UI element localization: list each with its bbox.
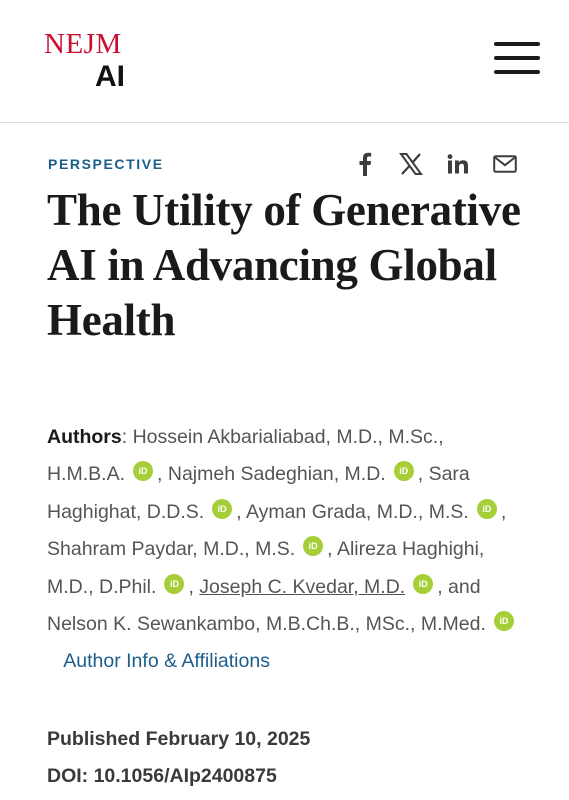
author-name: Sara Haghighat, D.D.S. bbox=[47, 463, 470, 523]
linkedin-icon[interactable] bbox=[446, 150, 470, 178]
author-name: Hossein Akbarialiabad, M.D., M.Sc., H.M.B.A. bbox=[47, 426, 444, 486]
article-type-label: PERSPECTIVE bbox=[48, 156, 164, 172]
author-name: Shahram Paydar, M.D., M.S. bbox=[47, 538, 296, 561]
orcid-icon[interactable]: iD bbox=[212, 499, 232, 519]
logo-wordmark: NEJM bbox=[44, 28, 122, 60]
published-date: Published February 10, 2025 bbox=[47, 728, 311, 750]
orcid-icon[interactable]: iD bbox=[477, 499, 497, 519]
nejm-ai-logo[interactable] bbox=[44, 27, 144, 97]
article-title: The Utility of Generative AI in Advancing Global Health bbox=[47, 185, 521, 345]
orcid-icon[interactable]: iD bbox=[133, 461, 153, 481]
author-info-link[interactable]: Author Info & Affiliations bbox=[63, 650, 270, 673]
author-link-kvedar[interactable]: Joseph C. Kvedar, M.D. bbox=[199, 575, 406, 598]
facebook-icon[interactable] bbox=[354, 150, 376, 178]
site-header bbox=[0, 0, 569, 122]
author-name: Ayman Grada, M.D., M.S. bbox=[245, 500, 469, 523]
author-name: Najmeh Sadeghian, M.D. bbox=[167, 463, 386, 486]
email-icon[interactable] bbox=[492, 150, 518, 178]
x-icon[interactable] bbox=[398, 150, 424, 178]
orcid-icon[interactable]: iD bbox=[394, 461, 414, 481]
orcid-icon[interactable]: iD bbox=[494, 611, 514, 631]
header-divider bbox=[0, 122, 569, 123]
author-name: Alireza Haghighi, M.D., D.Phil. bbox=[47, 538, 485, 598]
orcid-icon[interactable]: iD bbox=[303, 536, 323, 556]
orcid-icon[interactable]: iD bbox=[164, 574, 184, 594]
author-name: Nelson K. Sewankambo, M.B.Ch.B., MSc., M.Med. bbox=[47, 613, 486, 636]
author-list: Authors: Hossein Akbarialiabad, M.D., M.Sc., H.M.B.A. iD , Najmeh Sadeghian, M.D. iD , Sara Haghighat, D.D.S. iD , Ayman Grada, M.D., M.S. iD , Shahram Paydar, M.D., M.S. iD , Alireza Haghighi, M.D., D.Phil. iD , Joseph C. Kvedar, M.D. iD , and Nelson K. Sewankambo, M.B.Ch.B., MSc., M.Med. iD Author Info & Affiliations bbox=[47, 419, 527, 681]
orcid-icon[interactable]: iD bbox=[413, 574, 433, 594]
logo-ai: AI bbox=[95, 60, 125, 93]
hamburger-menu-icon[interactable] bbox=[494, 42, 540, 76]
doi[interactable]: DOI: 10.1056/AIp2400875 bbox=[47, 765, 277, 787]
authors-label: Authors bbox=[47, 426, 122, 448]
